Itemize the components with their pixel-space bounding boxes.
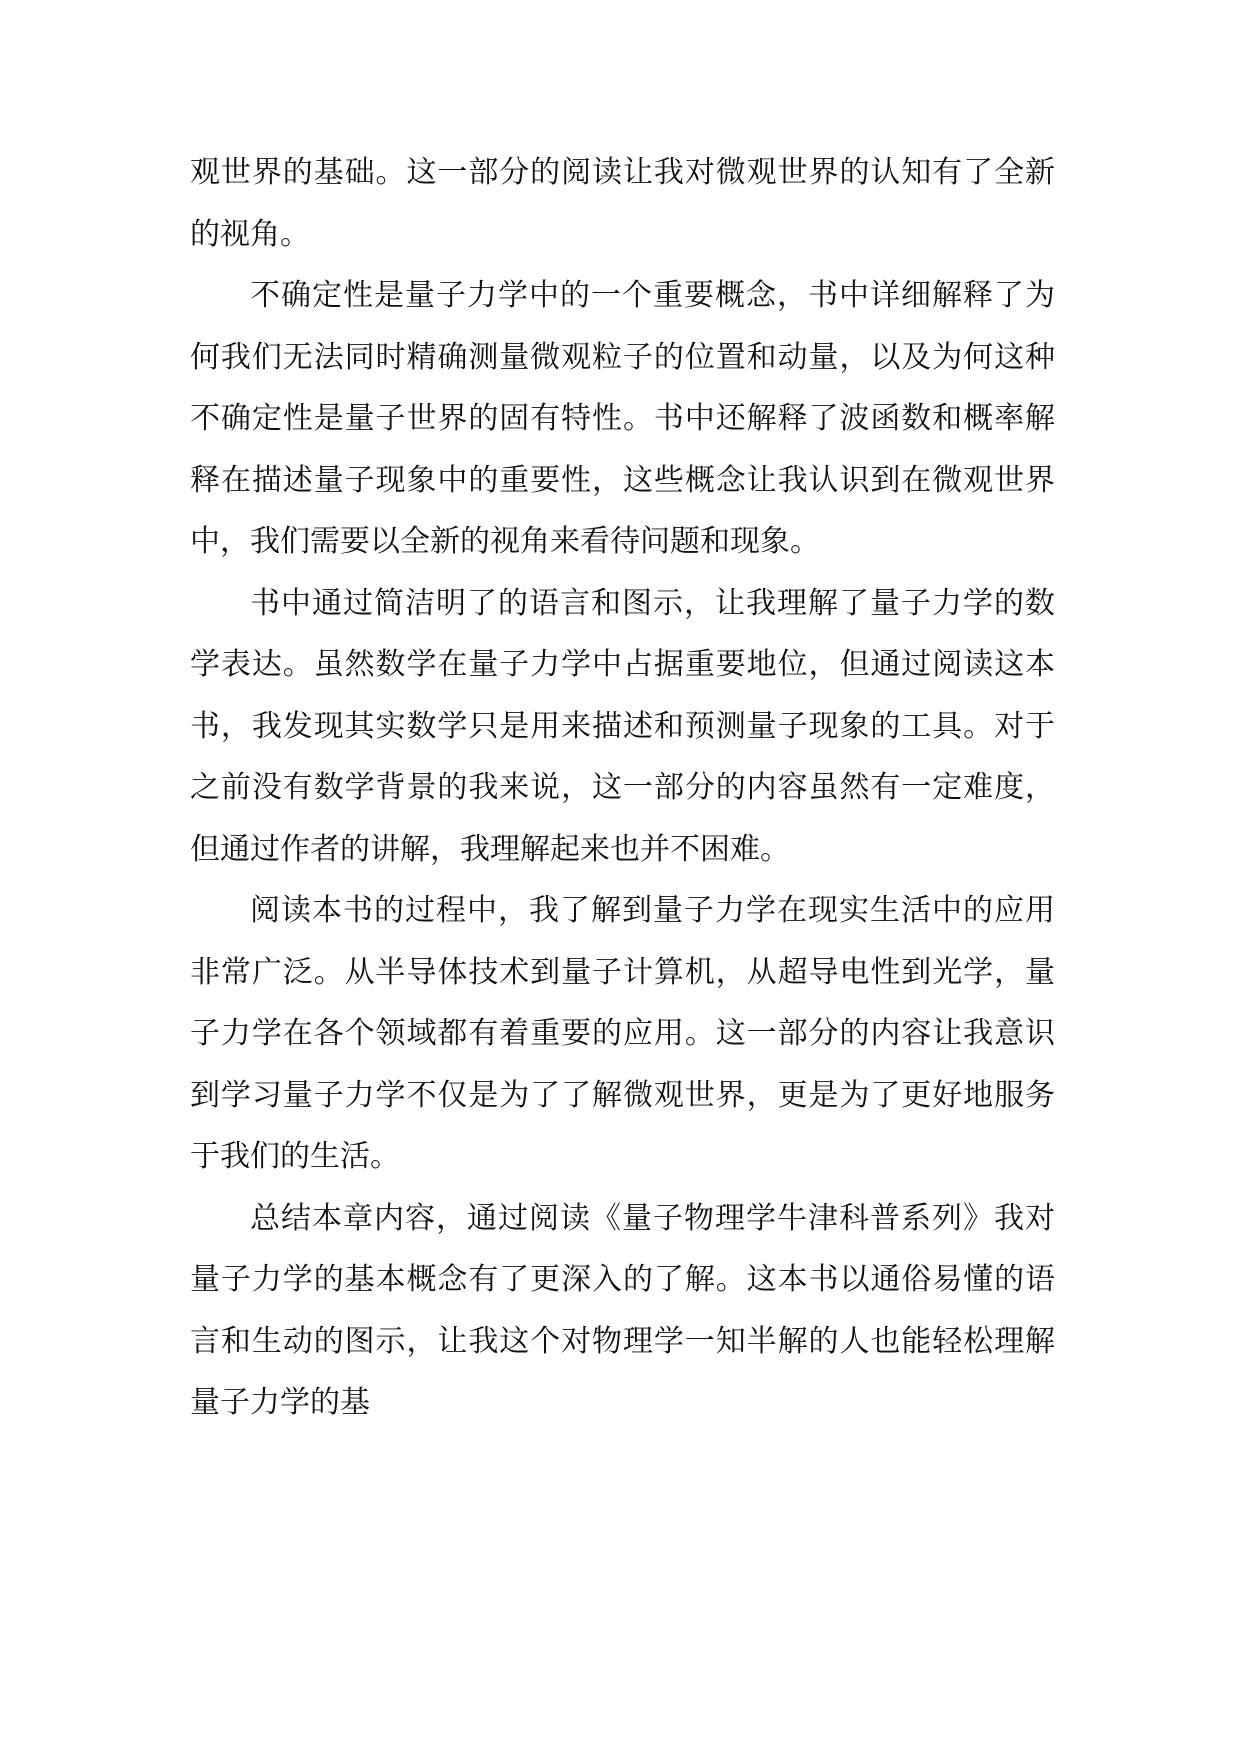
paragraph-4: 阅读本书的过程中，我了解到量子力学在现实生活中的应用非常广泛。从半导体技术到量子计算机，从超导电性到光学，量子力学在各个领域都有着重要的应用。这一部分的内容让我意识到学习量子力学不仅是为了了解微观世界，更是为了更好地服务于我们的生活。 bbox=[190, 893, 1055, 1174]
paragraph-1: 观世界的基础。这一部分的阅读让我对微观世界的认知有了全新的视角。 bbox=[190, 155, 1055, 252]
paragraph-5: 总结本章内容，通过阅读《量子物理学牛津科普系列》我对量子力学的基本概念有了更深入的了解。这本书以通俗易懂的语言和生动的图示，让我这个对物理学一知半解的人也能轻松理解量子力学的基 bbox=[190, 1200, 1055, 1420]
paragraph-2: 不确定性是量子力学中的一个重要概念，书中详细解释了为何我们无法同时精确测量微观粒子的位置和动量，以及为何这种不确定性是量子世界的固有特性。书中还解释了波函数和概率解释在描述量子现象中的重要性，这些概念让我认识到在微观世界中，我们需要以全新的视角来看待问题和现象。 bbox=[190, 278, 1055, 559]
paragraph-3: 书中通过简洁明了的语言和图示，让我理解了量子力学的数学表达。虽然数学在量子力学中占据重要地位，但通过阅读这本书，我发现其实数学只是用来描述和预测量子现象的工具。对于之前没有数学背景的我来说，这一部分的内容虽然有一定难度，但通过作者的讲解，我理解起来也并不困难。 bbox=[190, 585, 1055, 867]
body-text bbox=[190, 142, 1055, 1434]
